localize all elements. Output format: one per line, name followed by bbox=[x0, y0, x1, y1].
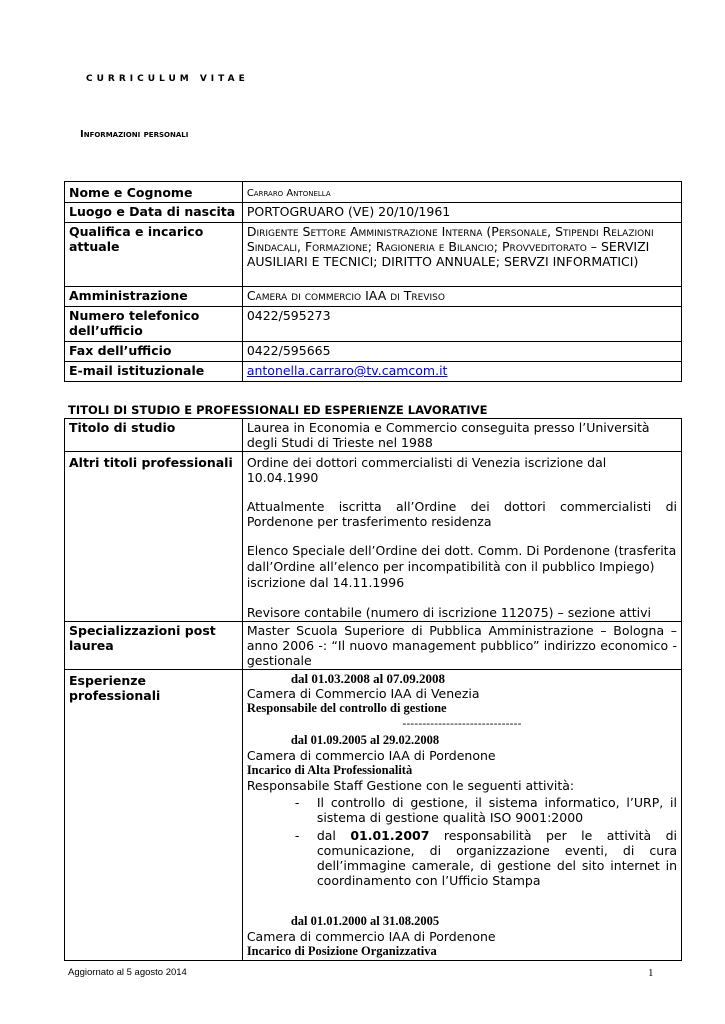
value-experience bbox=[242, 670, 681, 961]
label-specializations: Specializzazioni post laurea bbox=[65, 622, 243, 670]
label-degree: Titolo di studio bbox=[65, 419, 243, 452]
label-email: E-mail istituzionale bbox=[65, 362, 243, 382]
value-administration: Camera di commercio IAA di Treviso bbox=[242, 287, 681, 307]
table-row bbox=[65, 452, 682, 622]
table-row bbox=[65, 287, 682, 307]
other-title-4: Revisore contabile (numero di iscrizione 112075) – sezione attivi bbox=[246, 605, 651, 620]
label-phone: Numero telefonico dell’ufficio bbox=[65, 307, 243, 342]
exp2-org: Camera di commercio IAA di Pordenone bbox=[246, 748, 496, 763]
exp2-date: dal 01.09.2005 al 29.02.2008 bbox=[290, 733, 440, 747]
exp3-role: Incarico di Posizione Organizzativa bbox=[246, 944, 437, 958]
value-email bbox=[242, 362, 681, 382]
table-row bbox=[65, 203, 682, 223]
label-role: Qualifica e incarico attuale bbox=[65, 223, 243, 287]
exp1-org: Camera di Commercio IAA di Venezia bbox=[246, 686, 480, 701]
bullet: - bbox=[294, 795, 300, 810]
table-row bbox=[65, 419, 682, 452]
activity-2-post: responsabilità per le attività di comunicazione, di organizzazione eventi, di cura dell’immagine camerale, di gestione del sito internet in coordinamento con l’Ufficio Stampa bbox=[316, 828, 677, 888]
value-name: Carraro Antonella bbox=[242, 182, 681, 203]
table-row bbox=[65, 307, 682, 342]
list-item bbox=[294, 795, 677, 825]
exp1-role: Responsabile del controllo di gestione bbox=[246, 701, 447, 715]
value-birth: PORTOGRUARO (VE) 20/10/1961 bbox=[242, 203, 681, 223]
role-rest-text: – SERVIZI AUSILIARI E TECNICI; DIRITTO ANNUALE; SERVZI INFORMATICI) bbox=[246, 239, 650, 269]
exp2-activities bbox=[247, 795, 677, 888]
table-row bbox=[65, 622, 682, 670]
section-studies-heading: TITOLI DI STUDIO E PROFESSIONALI ED ESPERIENZE LAVORATIVE bbox=[68, 403, 488, 417]
label-fax: Fax dell’ufficio bbox=[65, 342, 243, 362]
table-row bbox=[65, 362, 682, 382]
value-other-titles bbox=[242, 452, 681, 622]
list-item bbox=[294, 828, 677, 888]
exp2-role: Incarico di Alta Professionalità bbox=[246, 763, 413, 777]
value-fax: 0422/595665 bbox=[242, 342, 681, 362]
label-birth: Luogo e Data di nascita bbox=[65, 203, 243, 223]
activity-2-pre: dal bbox=[316, 828, 351, 843]
studies-table bbox=[64, 418, 682, 961]
value-phone: 0422/595273 bbox=[242, 307, 681, 342]
page-number: 1 bbox=[648, 967, 654, 979]
activity-2-date: 01.01.2007 bbox=[350, 828, 430, 843]
cv-title: CURRICULUM VITAE bbox=[86, 74, 249, 84]
value-role bbox=[242, 223, 681, 287]
email-link[interactable]: antonella.carraro@tv.camcom.it bbox=[246, 363, 448, 378]
role-sc-text: Dirigente Settore Amministrazione Interna (Personale, Stipendi Relazioni Sindacali, Formazione; Ragioneria e Bilancio; Provveditorato bbox=[246, 224, 654, 254]
exp3-date: dal 01.01.2000 al 31.08.2005 bbox=[290, 914, 440, 928]
other-title-1: Ordine dei dottori commercialisti di Venezia iscrizione dal 10.04.1990 bbox=[246, 455, 607, 485]
activity-1: Il controllo di gestione, il sistema informatico, l’URP, il sistema di gestione qualità ISO 9001:2000 bbox=[316, 795, 677, 825]
footer-updated: Aggiornato al 5 agosto 2014 bbox=[68, 967, 187, 978]
exp3-org: Camera di commercio IAA di Pordenone bbox=[246, 929, 496, 944]
exp2-desc: Responsabile Staff Gestione con le seguenti attività: bbox=[246, 778, 575, 793]
other-title-2: Attualmente iscritta all’Ordine dei dottori commercialisti di Pordenone per trasferimento residenza bbox=[246, 499, 677, 529]
table-row bbox=[65, 223, 682, 287]
value-degree: Laurea in Economia e Commercio conseguita presso l’Università degli Studi di Trieste nel 1988 bbox=[242, 419, 681, 452]
separator: ------------------------------ bbox=[402, 717, 522, 730]
value-specializations: Master Scuola Superiore di Pubblica Amministrazione – Bologna – anno 2006 -: “Il nuovo management pubblico” indirizzo economico - gestionale bbox=[242, 622, 681, 670]
exp1-date: dal 01.03.2008 al 07.09.2008 bbox=[290, 671, 446, 686]
table-row bbox=[65, 182, 682, 203]
bullet: - bbox=[294, 828, 300, 843]
personal-info-table bbox=[64, 181, 682, 382]
label-name: Nome e Cognome bbox=[65, 182, 243, 203]
section-personal-heading: Informazioni personali bbox=[80, 129, 189, 140]
table-row bbox=[65, 670, 682, 961]
label-administration: Amministrazione bbox=[65, 287, 243, 307]
label-experience: Esperienze professionali bbox=[65, 670, 243, 961]
table-row bbox=[65, 342, 682, 362]
label-other-titles: Altri titoli professionali bbox=[65, 452, 243, 622]
other-title-3: Elenco Speciale dell’Ordine dei dott. Comm. Di Pordenone (trasferita dall’Ordine all’elenco per incompatibilità con il pubblico Impiego) iscrizione dal 14.11.1996 bbox=[246, 543, 677, 590]
